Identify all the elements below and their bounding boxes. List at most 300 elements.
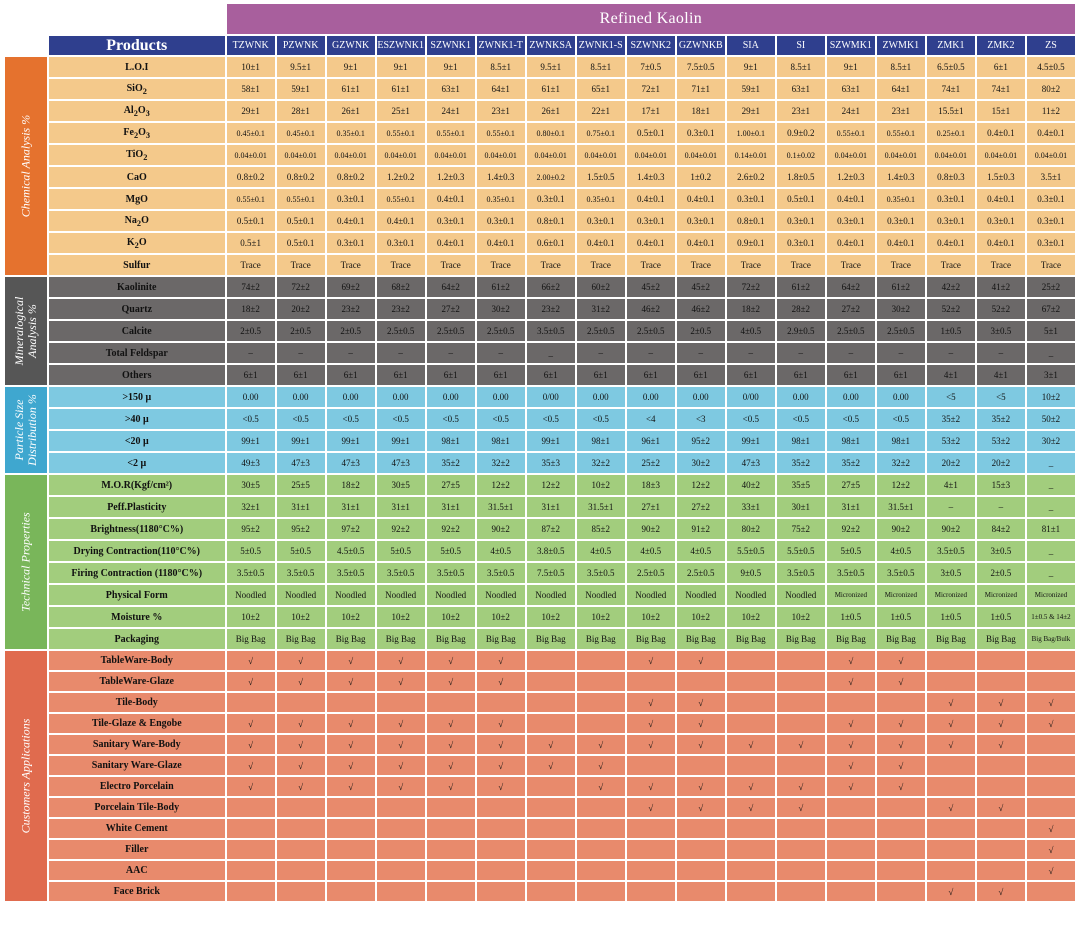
value-cell: 0.55±0.1	[477, 123, 525, 143]
value-cell: 72±1	[627, 79, 675, 99]
row-label: Moisture %	[49, 607, 225, 627]
value-cell: 0.04±0.01	[1027, 145, 1075, 165]
value-cell: 98±1	[427, 431, 475, 451]
value-cell: 0.3±0.1	[1027, 211, 1075, 231]
value-cell	[427, 840, 475, 859]
value-cell	[927, 819, 975, 838]
value-cell: 31±1	[377, 497, 425, 517]
row-label: White Cement	[49, 819, 225, 838]
value-cell: 96±1	[627, 431, 675, 451]
value-cell: 18±3	[627, 475, 675, 495]
value-cell: 25±2	[1027, 277, 1075, 297]
value-cell: 29±1	[227, 101, 275, 121]
value-cell: 0.04±0.01	[827, 145, 875, 165]
value-cell: 0.8±0.2	[227, 167, 275, 187]
value-cell: 9±1	[427, 57, 475, 77]
row-label: Electro Porcelain	[49, 777, 225, 796]
value-cell: 30±5	[377, 475, 425, 495]
value-cell: –	[477, 343, 525, 363]
value-cell: 25±2	[627, 453, 675, 473]
value-cell: 0.04±0.01	[277, 145, 325, 165]
value-cell	[577, 714, 625, 733]
value-cell: 3.5±0.5	[327, 563, 375, 583]
value-cell: 0.04±0.01	[877, 145, 925, 165]
value-cell	[927, 840, 975, 859]
table-row	[5, 798, 1075, 817]
table-row	[5, 431, 1075, 451]
value-cell: 0.45±0.1	[277, 123, 325, 143]
value-cell	[527, 714, 575, 733]
table-row	[5, 409, 1075, 429]
value-cell: –	[577, 343, 625, 363]
check-mark: √	[627, 714, 675, 733]
check-mark: √	[677, 777, 725, 796]
value-cell: Trace	[227, 255, 275, 275]
check-mark: √	[877, 672, 925, 691]
value-cell: 3.5±0.5	[227, 563, 275, 583]
value-cell: 10±2	[377, 607, 425, 627]
value-cell: 0.8±0.2	[327, 167, 375, 187]
value-cell: –	[977, 343, 1025, 363]
value-cell: 0.8±0.1	[727, 211, 775, 231]
value-cell: Big Bag	[227, 629, 275, 649]
check-mark: √	[227, 651, 275, 670]
value-cell: 15±1	[977, 101, 1025, 121]
row-label: TiO$_2$	[49, 145, 225, 165]
check-mark: √	[377, 714, 425, 733]
check-mark: √	[627, 651, 675, 670]
check-mark: √	[1027, 840, 1075, 859]
value-cell: 61±2	[777, 277, 825, 297]
value-cell: 0.3±0.1	[827, 211, 875, 231]
value-cell: 75±2	[777, 519, 825, 539]
value-cell: Noodled	[277, 585, 325, 605]
table-row	[5, 387, 1075, 407]
check-mark: √	[277, 651, 325, 670]
value-cell: 0.00	[577, 387, 625, 407]
value-cell: 0.3±0.1	[577, 211, 625, 231]
value-cell: 3±0.5	[977, 541, 1025, 561]
value-cell	[1027, 798, 1075, 817]
table-row	[5, 101, 1075, 121]
value-cell: 0.6±0.1	[527, 233, 575, 253]
value-cell: –	[377, 343, 425, 363]
row-label: <20 μ	[49, 431, 225, 451]
value-cell: 65±1	[577, 79, 625, 99]
value-cell: 72±2	[727, 277, 775, 297]
check-mark: √	[1027, 861, 1075, 880]
value-cell: 35±2	[777, 453, 825, 473]
value-cell: 0.04±0.01	[227, 145, 275, 165]
value-cell	[777, 840, 825, 859]
value-cell: 27±2	[427, 299, 475, 319]
value-cell: 0.04±0.01	[577, 145, 625, 165]
value-cell: 25±1	[377, 101, 425, 121]
value-cell: 63±1	[777, 79, 825, 99]
value-cell: 6±1	[877, 365, 925, 385]
table-row	[5, 693, 1075, 712]
value-cell	[677, 756, 725, 775]
value-cell: Big Bag	[977, 629, 1025, 649]
value-cell	[877, 693, 925, 712]
value-cell: 7±0.5	[627, 57, 675, 77]
value-cell: 59±1	[277, 79, 325, 99]
value-cell: 5±0.5	[427, 541, 475, 561]
value-cell: Noodled	[227, 585, 275, 605]
value-cell: 1±0.5	[927, 607, 975, 627]
value-cell: 0.00	[777, 387, 825, 407]
value-cell: 0.00	[227, 387, 275, 407]
value-cell: _	[1027, 497, 1075, 517]
value-cell: 3.5±0.5	[827, 563, 875, 583]
value-cell: 67±2	[1027, 299, 1075, 319]
value-cell: 30±2	[877, 299, 925, 319]
table-row	[5, 475, 1075, 495]
value-cell: 22±1	[577, 101, 625, 121]
value-cell	[577, 819, 625, 838]
value-cell	[927, 777, 975, 796]
value-cell: 0.55±0.1	[427, 123, 475, 143]
value-cell	[1027, 672, 1075, 691]
value-cell: 90±2	[477, 519, 525, 539]
value-cell: 1.8±0.5	[777, 167, 825, 187]
value-cell: 0.4±0.1	[977, 189, 1025, 209]
value-cell: Noodled	[477, 585, 525, 605]
value-cell	[277, 693, 325, 712]
check-mark: √	[927, 693, 975, 712]
check-mark: √	[227, 756, 275, 775]
value-cell	[977, 840, 1025, 859]
value-cell	[227, 840, 275, 859]
value-cell: 0.4±0.1	[427, 189, 475, 209]
value-cell: 3.5±0.5	[777, 563, 825, 583]
product-header-pzwnk: PZWNK	[277, 36, 325, 55]
check-mark: √	[1027, 693, 1075, 712]
value-cell: 9±1	[727, 57, 775, 77]
table-row	[5, 277, 1075, 297]
product-header-zmk1: ZMK1	[927, 36, 975, 55]
value-cell: 3.5±0.5	[927, 541, 975, 561]
value-cell	[977, 819, 1025, 838]
value-cell	[877, 882, 925, 901]
value-cell	[577, 882, 625, 901]
value-cell: 24±1	[427, 101, 475, 121]
value-cell	[327, 798, 375, 817]
check-mark: √	[827, 756, 875, 775]
value-cell: 27±2	[677, 497, 725, 517]
value-cell: 0.5±0.1	[277, 211, 325, 231]
value-cell	[377, 798, 425, 817]
value-cell: 26±1	[527, 101, 575, 121]
value-cell	[727, 693, 775, 712]
value-cell: 26±1	[327, 101, 375, 121]
value-cell	[727, 882, 775, 901]
value-cell	[327, 693, 375, 712]
value-cell: 59±1	[727, 79, 775, 99]
check-mark: √	[627, 798, 675, 817]
value-cell: 32±2	[477, 453, 525, 473]
check-mark: √	[727, 798, 775, 817]
value-cell	[427, 798, 475, 817]
value-cell: <0.5	[827, 409, 875, 429]
value-cell: 10±2	[427, 607, 475, 627]
value-cell	[377, 819, 425, 838]
value-cell: 0.55±0.1	[377, 189, 425, 209]
value-cell	[927, 651, 975, 670]
table-title: Refined Kaolin	[227, 4, 1075, 34]
product-header-zmk2: ZMK2	[977, 36, 1025, 55]
value-cell: 47±3	[377, 453, 425, 473]
value-cell: 5±0.5	[377, 541, 425, 561]
value-cell: 0.3±0.1	[727, 189, 775, 209]
value-cell: _	[1027, 563, 1075, 583]
row-label: Sanitary Ware-Glaze	[49, 756, 225, 775]
value-cell: 2±0.5	[327, 321, 375, 341]
value-cell: 0.04±0.01	[627, 145, 675, 165]
table-row	[5, 840, 1075, 859]
value-cell: 0.4±0.1	[677, 189, 725, 209]
row-label: SiO$_2$	[49, 79, 225, 99]
value-cell	[577, 672, 625, 691]
check-mark: √	[977, 714, 1025, 733]
value-cell: 23±2	[377, 299, 425, 319]
value-cell: 0.3±0.1	[877, 211, 925, 231]
check-mark: √	[1027, 819, 1075, 838]
value-cell	[727, 840, 775, 859]
row-label: Physical Form	[49, 585, 225, 605]
value-cell: 35±2	[927, 409, 975, 429]
value-cell: 61±1	[327, 79, 375, 99]
value-cell: 6±1	[427, 365, 475, 385]
row-label: Kaolinite	[49, 277, 225, 297]
row-label: Calcite	[49, 321, 225, 341]
value-cell: 0.00	[477, 387, 525, 407]
value-cell: 0.55±0.1	[227, 189, 275, 209]
value-cell	[777, 819, 825, 838]
value-cell	[827, 882, 875, 901]
value-cell	[677, 882, 725, 901]
value-cell: Noodled	[327, 585, 375, 605]
value-cell: 1±0.5	[877, 607, 925, 627]
value-cell: 30±2	[477, 299, 525, 319]
row-label: Others	[49, 365, 225, 385]
check-mark: √	[327, 756, 375, 775]
value-cell: 20±2	[277, 299, 325, 319]
check-mark: √	[677, 798, 725, 817]
value-cell: <0.5	[727, 409, 775, 429]
value-cell: 30±5	[227, 475, 275, 495]
value-cell: 0.4±0.1	[577, 233, 625, 253]
value-cell: –	[927, 497, 975, 517]
value-cell: 0.4±0.1	[377, 211, 425, 231]
value-cell: 1.00±0.1	[727, 123, 775, 143]
value-cell: 2.5±0.5	[577, 321, 625, 341]
value-cell: 0.3±0.1	[527, 189, 575, 209]
check-mark: √	[377, 672, 425, 691]
value-cell: 92±2	[427, 519, 475, 539]
value-cell	[777, 672, 825, 691]
value-cell: 80±2	[1027, 79, 1075, 99]
product-header-sia: SIA	[727, 36, 775, 55]
check-mark: √	[227, 735, 275, 754]
value-cell: 6±1	[977, 57, 1025, 77]
value-cell: 4±0.5	[877, 541, 925, 561]
value-cell: <4	[627, 409, 675, 429]
value-cell	[577, 651, 625, 670]
value-cell: 0.3±0.1	[477, 211, 525, 231]
check-mark: √	[477, 756, 525, 775]
value-cell: 0.4±0.1	[927, 233, 975, 253]
check-mark: √	[227, 672, 275, 691]
value-cell: <0.5	[877, 409, 925, 429]
value-cell	[977, 672, 1025, 691]
value-cell: 0.5±0.1	[277, 233, 325, 253]
value-cell: Micronized	[977, 585, 1025, 605]
check-mark: √	[827, 714, 875, 733]
value-cell: 10±2	[677, 607, 725, 627]
product-header-gzwnk: GZWNK	[327, 36, 375, 55]
value-cell: 10±2	[777, 607, 825, 627]
value-cell: –	[827, 343, 875, 363]
value-cell: Big Bag	[777, 629, 825, 649]
value-cell: _	[1027, 475, 1075, 495]
value-cell	[877, 798, 925, 817]
value-cell: 12±2	[527, 475, 575, 495]
row-label: MgO	[49, 189, 225, 209]
table-row	[5, 189, 1075, 209]
value-cell	[527, 651, 575, 670]
value-cell: 0.04±0.01	[477, 145, 525, 165]
value-cell: 24±1	[827, 101, 875, 121]
value-cell	[477, 798, 525, 817]
value-cell: 3.5±0.5	[877, 563, 925, 583]
value-cell	[577, 861, 625, 880]
value-cell	[577, 840, 625, 859]
value-cell: 2.5±0.5	[477, 321, 525, 341]
value-cell	[727, 651, 775, 670]
value-cell: Big Bag	[627, 629, 675, 649]
value-cell: 15.5±1	[927, 101, 975, 121]
min-section-label	[5, 277, 47, 385]
value-cell: 6±1	[327, 365, 375, 385]
value-cell: 3.5±0.5	[527, 321, 575, 341]
value-cell	[827, 819, 875, 838]
value-cell: Trace	[977, 255, 1025, 275]
value-cell	[527, 798, 575, 817]
row-label: $K_2O$	[49, 233, 225, 253]
value-cell: Big Bag	[927, 629, 975, 649]
value-cell	[727, 672, 775, 691]
row-label: $Fe_2O_3$	[49, 123, 225, 143]
check-mark: √	[777, 735, 825, 754]
value-cell: 0.45±0.1	[227, 123, 275, 143]
value-cell: 31±1	[327, 497, 375, 517]
value-cell: 99±1	[727, 431, 775, 451]
value-cell: Noodled	[727, 585, 775, 605]
value-cell: Big Bag	[427, 629, 475, 649]
table-row	[5, 651, 1075, 670]
table-row	[5, 343, 1075, 363]
value-cell: 10±2	[577, 475, 625, 495]
value-cell: 4±1	[977, 365, 1025, 385]
check-mark: √	[577, 777, 625, 796]
value-cell: 4.5±0.5	[327, 541, 375, 561]
value-cell: 2.9±0.5	[777, 321, 825, 341]
check-mark: √	[427, 735, 475, 754]
value-cell: 27±5	[427, 475, 475, 495]
value-cell: 23±1	[777, 101, 825, 121]
value-cell: 0.00	[427, 387, 475, 407]
value-cell: 9.5±1	[527, 57, 575, 77]
row-label: >150 μ	[49, 387, 225, 407]
section-title-line: Mineralogical	[11, 296, 26, 366]
value-cell: 1.5±0.5	[577, 167, 625, 187]
value-cell: 4±1	[927, 365, 975, 385]
value-cell	[327, 840, 375, 859]
value-cell: 53±2	[977, 431, 1025, 451]
value-cell: 4±1	[927, 475, 975, 495]
value-cell	[927, 861, 975, 880]
value-cell: 61±2	[877, 277, 925, 297]
value-cell: 0.8±0.1	[527, 211, 575, 231]
value-cell: Big Bag	[477, 629, 525, 649]
row-label: Peff.Plasticity	[49, 497, 225, 517]
check-mark: √	[477, 672, 525, 691]
value-cell: Trace	[277, 255, 325, 275]
row-label: Total Feldspar	[49, 343, 225, 363]
value-cell: <0.5	[327, 409, 375, 429]
value-cell: 0.75±0.1	[577, 123, 625, 143]
value-cell: 7.5±0.5	[677, 57, 725, 77]
value-cell: 30±1	[777, 497, 825, 517]
check-mark: √	[727, 735, 775, 754]
value-cell	[227, 819, 275, 838]
value-cell	[477, 861, 525, 880]
value-cell: 0.4±0.1	[977, 123, 1025, 143]
product-header-zwnk1-t: ZWNK1-T	[477, 36, 525, 55]
value-cell: 4.5±0.5	[1027, 57, 1075, 77]
check-mark: √	[427, 651, 475, 670]
value-cell: 1.4±0.3	[627, 167, 675, 187]
value-cell: _	[1027, 541, 1075, 561]
value-cell	[227, 882, 275, 901]
value-cell: Trace	[427, 255, 475, 275]
value-cell	[777, 756, 825, 775]
check-mark: √	[877, 777, 925, 796]
table-row	[5, 79, 1075, 99]
row-label: Filler	[49, 840, 225, 859]
value-cell: 10±2	[277, 607, 325, 627]
value-cell: 95±2	[277, 519, 325, 539]
check-mark: √	[877, 756, 925, 775]
value-cell	[727, 819, 775, 838]
value-cell: 99±1	[227, 431, 275, 451]
row-label: L.O.I	[49, 57, 225, 77]
value-cell	[277, 840, 325, 859]
value-cell: 32±1	[227, 497, 275, 517]
row-label: Porcelain Tile-Body	[49, 798, 225, 817]
value-cell: 2.00±0.2	[527, 167, 575, 187]
value-cell: Noodled	[777, 585, 825, 605]
value-cell: –	[277, 343, 325, 363]
value-cell: 71±1	[677, 79, 725, 99]
product-header-zwnk1-s: ZWNK1-S	[577, 36, 625, 55]
value-cell: 84±2	[977, 519, 1025, 539]
value-cell: 58±1	[227, 79, 275, 99]
value-cell: 0.4±0.1	[427, 233, 475, 253]
value-cell: 31.5±1	[477, 497, 525, 517]
table-row	[5, 735, 1075, 754]
